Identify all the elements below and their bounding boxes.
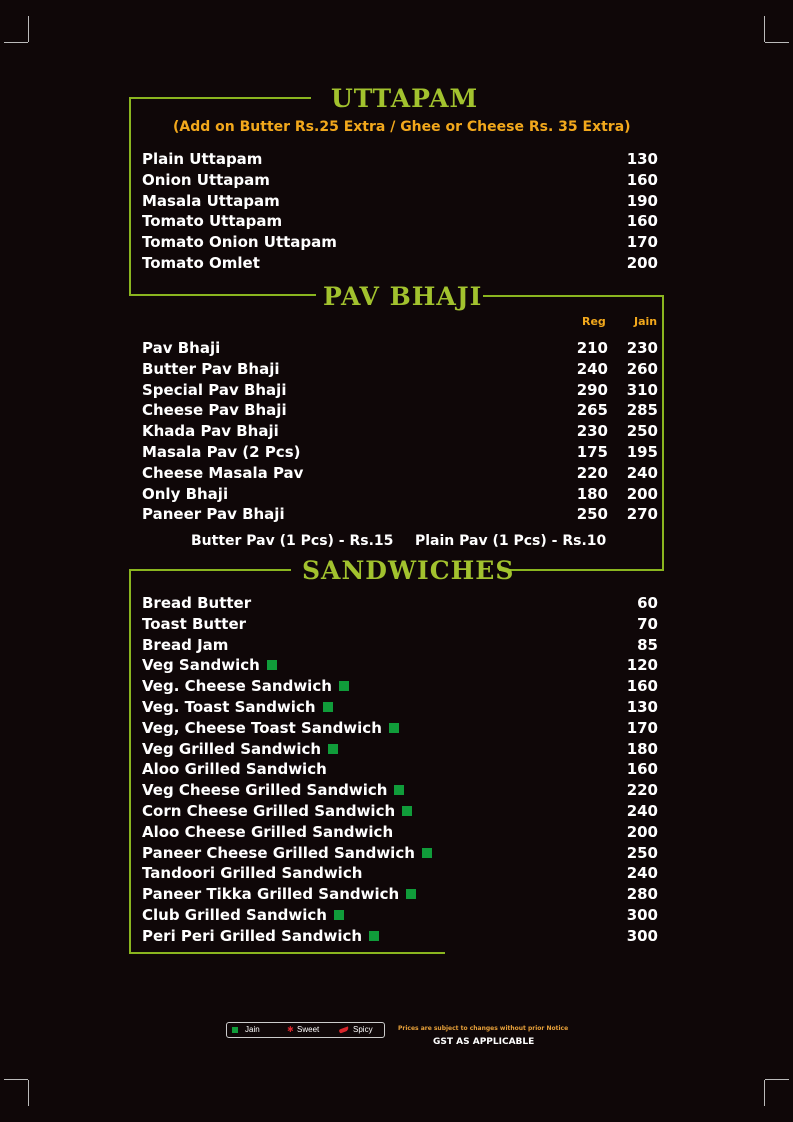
butter-pav-extra: Butter Pav (1 Pcs) - Rs.15 (191, 533, 394, 549)
menu-item-row (142, 253, 662, 274)
item-name-text: Paneer Tikka Grilled Sandwich (142, 885, 400, 904)
item-price-reg: 210 (576, 339, 608, 357)
section-title-sandwiches: SANDWICHES (302, 556, 515, 585)
section-title-uttapam: UTTAPAM (331, 84, 479, 113)
item-name-text: Club Grilled Sandwich (142, 906, 327, 924)
item-name (142, 635, 228, 656)
item-name: Plain Uttapam (142, 150, 263, 168)
menu-item-row (142, 635, 662, 656)
jain-mark-icon (334, 910, 344, 920)
frame-line (129, 569, 131, 954)
item-name: Tomato Onion Uttapam (142, 233, 337, 252)
menu-item-row (142, 211, 662, 232)
item-name: Tomato Omlet (142, 254, 260, 272)
column-header-reg: Reg (582, 315, 606, 328)
menu-item-row (142, 484, 662, 505)
item-price: 170 (626, 233, 658, 252)
item-price-jain: 270 (626, 505, 658, 524)
item-name: Cheese Pav Bhaji (142, 401, 287, 420)
item-price: 250 (626, 843, 658, 862)
jain-mark-icon (328, 744, 338, 754)
item-price-jain: 310 (626, 380, 658, 399)
sweet-legend-label: Sweet (297, 1025, 320, 1034)
menu-item-row (142, 697, 662, 718)
jain-mark-icon (267, 660, 277, 670)
menu-item-row (142, 191, 662, 212)
menu-item-row (142, 380, 662, 401)
plain-pav-extra: Plain Pav (1 Pcs) - Rs.10 (415, 533, 607, 549)
item-price-reg: 265 (576, 401, 608, 420)
price-change-notice: Prices are subject to changes without prior Notice (398, 1025, 569, 1032)
item-name (142, 676, 349, 697)
crop-mark (28, 1080, 29, 1106)
menu-item-row (142, 905, 662, 926)
item-price: 160 (626, 212, 658, 231)
item-price: 130 (626, 698, 658, 716)
item-price: 170 (626, 718, 658, 737)
item-price: 300 (626, 926, 658, 945)
item-price-jain: 250 (626, 422, 658, 441)
item-name-text: Veg. Cheese Sandwich (142, 677, 332, 696)
item-name-text: Peri Peri Grilled Sandwich (142, 926, 363, 945)
spicy-legend-label: Spicy (353, 1025, 373, 1034)
frame-line (499, 569, 664, 571)
item-name: Butter Pav Bhaji (142, 359, 280, 378)
menu-item-row (142, 400, 662, 421)
crop-mark (4, 42, 28, 43)
item-name: Pav Bhaji (142, 339, 221, 357)
item-name: Khada Pav Bhaji (142, 422, 279, 441)
item-name (142, 801, 412, 822)
chili-legend-icon (339, 1026, 350, 1033)
item-name (142, 655, 277, 676)
item-name (142, 926, 379, 947)
item-name: Onion Uttapam (142, 170, 270, 189)
item-name: Cheese Masala Pav (142, 463, 304, 482)
item-name: Tomato Uttapam (142, 212, 283, 231)
item-price-reg: 250 (576, 505, 608, 524)
menu-item-row (142, 593, 662, 614)
item-price-jain: 230 (626, 339, 658, 357)
item-name (142, 884, 416, 905)
frame-line (129, 294, 316, 296)
item-price: 160 (626, 677, 658, 696)
jain-mark-icon (323, 702, 333, 712)
item-price-jain: 200 (626, 484, 658, 503)
item-price: 120 (626, 656, 658, 675)
item-price: 220 (626, 781, 658, 800)
item-price: 180 (626, 739, 658, 758)
frame-line (662, 295, 664, 571)
item-name-text: Paneer Cheese Grilled Sandwich (142, 843, 415, 862)
item-price: 160 (626, 170, 658, 189)
menu-item-row (142, 759, 662, 780)
item-price-reg: 175 (576, 443, 608, 461)
uttapam-addon-note: (Add on Butter Rs.25 Extra / Ghee or Cheese Rs. 35 Extra) (173, 119, 631, 135)
item-name (142, 614, 246, 635)
item-price: 160 (626, 760, 658, 779)
item-name (142, 780, 404, 801)
item-name-text: Toast Butter (142, 614, 247, 633)
gst-note: GST AS APPLICABLE (433, 1037, 535, 1047)
item-name-text: Veg Sandwich (142, 656, 260, 675)
menu-item-row (142, 338, 662, 359)
menu-item-row (142, 149, 662, 170)
item-name-text: Bread Butter (142, 594, 252, 612)
item-name: Only Bhaji (142, 484, 229, 503)
menu-item-row (142, 843, 662, 864)
item-name-text: Aloo Cheese Grilled Sandwich (142, 822, 394, 841)
item-name-text: Veg. Toast Sandwich (142, 698, 316, 716)
crop-mark (765, 1079, 789, 1080)
item-price-reg: 290 (576, 380, 608, 399)
item-price-jain: 285 (626, 401, 658, 420)
item-name: Paneer Pav Bhaji (142, 505, 285, 524)
item-price-reg: 220 (576, 463, 608, 482)
item-price-reg: 180 (576, 484, 608, 503)
item-price-reg: 230 (576, 422, 608, 441)
item-price-jain: 260 (626, 359, 658, 378)
item-name-text: Bread Jam (142, 635, 229, 654)
crop-mark (764, 16, 765, 42)
jain-mark-icon (339, 681, 349, 691)
menu-item-row (142, 614, 662, 635)
item-price: 240 (626, 802, 658, 820)
menu-item-row (142, 170, 662, 191)
item-name-text: Aloo Grilled Sandwich (142, 760, 327, 779)
item-name (142, 822, 393, 843)
item-name: Masala Uttapam (142, 191, 280, 210)
menu-item-row (142, 863, 662, 884)
menu-item-row (142, 463, 662, 484)
jain-mark-icon (369, 931, 379, 941)
column-header-jain: Jain (634, 315, 658, 328)
item-price-reg: 240 (576, 359, 608, 378)
item-price: 60 (637, 594, 658, 612)
item-price: 240 (626, 864, 658, 883)
item-name-text: Corn Cheese Grilled Sandwich (142, 802, 396, 820)
jain-legend-label: Jain (245, 1025, 260, 1034)
legend-box (226, 1022, 385, 1038)
frame-line (129, 569, 291, 571)
frame-line (129, 952, 445, 954)
jain-mark-icon (402, 806, 412, 816)
item-name-text: Veg Grilled Sandwich (142, 739, 322, 758)
item-price-jain: 195 (626, 443, 658, 461)
menu-item-row (142, 718, 662, 739)
menu-item-row (142, 801, 662, 822)
menu-item-row (142, 421, 662, 442)
frame-line (129, 97, 131, 296)
sweet-legend-icon: ✱ (287, 1025, 294, 1034)
item-name (142, 739, 338, 760)
menu-item-row (142, 504, 662, 525)
jain-legend-icon (232, 1027, 238, 1033)
item-name (142, 697, 333, 718)
item-name: Masala Pav (2 Pcs) (142, 443, 301, 461)
item-price: 70 (637, 614, 658, 633)
menu-item-row (142, 739, 662, 760)
item-name (142, 593, 251, 614)
item-price: 200 (626, 254, 658, 272)
item-name (142, 843, 432, 864)
frame-line (483, 295, 664, 297)
section-title-pav-bhaji: PAV BHAJI (323, 282, 483, 311)
item-price: 280 (626, 885, 658, 904)
menu-item-row (142, 822, 662, 843)
item-price: 200 (626, 822, 658, 841)
jain-mark-icon (406, 889, 416, 899)
item-name-text: Veg Cheese Grilled Sandwich (142, 781, 388, 800)
item-price: 300 (626, 906, 658, 924)
jain-mark-icon (389, 723, 399, 733)
item-name (142, 718, 399, 739)
crop-mark (28, 16, 29, 42)
menu-item-row (142, 359, 662, 380)
item-name-text: Veg, Cheese Toast Sandwich (142, 718, 382, 737)
item-name: Special Pav Bhaji (142, 380, 287, 399)
item-price: 190 (626, 191, 658, 210)
item-name (142, 863, 362, 884)
item-price-jain: 240 (626, 463, 658, 482)
crop-mark (765, 42, 789, 43)
frame-line (129, 97, 311, 99)
item-price: 130 (626, 150, 658, 168)
item-price: 85 (637, 635, 658, 654)
menu-item-row (142, 780, 662, 801)
jain-mark-icon (422, 848, 432, 858)
menu-item-row (142, 884, 662, 905)
menu-item-row (142, 926, 662, 947)
menu-item-row (142, 232, 662, 253)
crop-mark (764, 1080, 765, 1106)
menu-item-row (142, 655, 662, 676)
jain-mark-icon (394, 785, 404, 795)
crop-mark (4, 1079, 28, 1080)
item-name-text: Tandoori Grilled Sandwich (142, 864, 363, 883)
item-name (142, 905, 344, 926)
item-name (142, 759, 327, 780)
menu-item-row (142, 442, 662, 463)
menu-item-row (142, 676, 662, 697)
